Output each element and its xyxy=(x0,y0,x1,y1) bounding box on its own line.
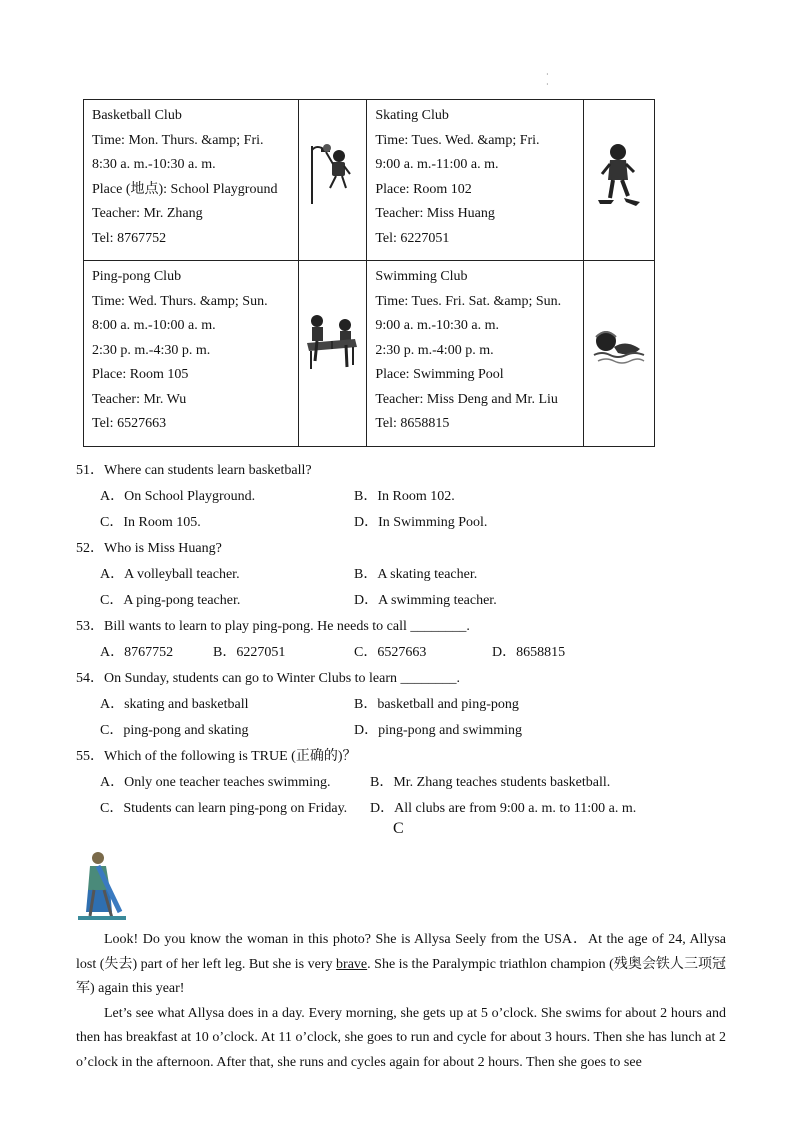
club-time: Time: Tues. Fri. Sat. &amp; Sun. xyxy=(375,293,562,309)
club-hours: 8:00 a. m.-10:00 a. m. xyxy=(92,318,216,333)
club-info-swimming xyxy=(367,261,584,447)
club-hours: 2:30 p. m.-4:30 p. m. xyxy=(92,342,211,358)
option: A．skating and basketball xyxy=(100,697,249,712)
mark-dot: · xyxy=(546,80,549,89)
club-place: Place: Swimming Pool xyxy=(375,367,504,382)
question-list xyxy=(76,458,736,822)
page-marks xyxy=(546,70,549,90)
athlete-photo-icon xyxy=(76,850,128,922)
question-stem: 52．Who is Miss Huang? xyxy=(76,541,222,556)
club-hours: 8:30 a. m.-10:30 a. m. xyxy=(92,157,216,172)
club-teacher: Teacher: Miss Deng and Mr. Liu xyxy=(375,391,558,407)
question xyxy=(76,744,736,822)
club-info-basketball xyxy=(84,100,299,261)
skater-icon xyxy=(584,100,650,255)
club-name: Ping-pong Club xyxy=(92,269,182,284)
option: A．A volleyball teacher. xyxy=(100,567,240,582)
club-picture-cell xyxy=(584,261,655,447)
clubs-table xyxy=(83,99,655,447)
club-picture-cell xyxy=(298,261,367,447)
question-stem: 51．Where can students learn basketball? xyxy=(76,463,312,478)
club-tel: Tel: 8767752 xyxy=(92,230,167,246)
club-time: Time: Tues. Wed. &amp; Fri. xyxy=(375,132,540,148)
option: A．8767752 xyxy=(100,645,174,660)
club-tel: Tel: 8658815 xyxy=(375,416,450,431)
club-place: Place: Room 102 xyxy=(375,181,472,197)
option: D．In Swimming Pool. xyxy=(354,515,488,530)
underlined-word: brave xyxy=(336,956,368,972)
club-hours: 9:00 a. m.-11:00 a. m. xyxy=(375,157,499,172)
club-info-ping-pong xyxy=(84,261,299,447)
club-place: Place: Room 105 xyxy=(92,367,189,382)
option: B．In Room 102. xyxy=(354,489,455,504)
club-hours: 2:30 p. m.-4:00 p. m. xyxy=(375,342,494,358)
question xyxy=(76,458,736,536)
option: D．All clubs are from 9:00 a. m. to 11:00 a. m. xyxy=(370,801,637,816)
club-teacher: Teacher: Mr. Zhang xyxy=(92,206,203,221)
club-name: Basketball Club xyxy=(92,108,182,123)
option: A．Only one teacher teaches swimming. xyxy=(100,775,331,790)
club-tel: Tel: 6527663 xyxy=(92,416,167,431)
reading-passage xyxy=(76,928,726,1075)
option: C．ping-pong and skating xyxy=(100,723,249,738)
paragraph xyxy=(76,928,726,1002)
ping-pong-players-icon xyxy=(299,261,363,441)
club-name: Swimming Club xyxy=(375,269,468,284)
option: D．ping-pong and swimming xyxy=(354,723,522,738)
option: C．6527663 xyxy=(354,645,427,660)
option: A．On School Playground. xyxy=(100,489,256,504)
option: B．A skating teacher. xyxy=(354,567,478,582)
option: C．In Room 105. xyxy=(100,515,201,530)
question xyxy=(76,666,736,744)
question-stem: 53．Bill wants to learn to play ping-pong. He needs to call ________. xyxy=(76,619,470,634)
mark-dot: · xyxy=(546,70,549,79)
club-picture-cell xyxy=(298,100,367,261)
option: B．6227051 xyxy=(213,645,286,660)
club-name: Skating Club xyxy=(375,108,449,123)
option: B．Mr. Zhang teaches students basketball. xyxy=(370,775,611,790)
question-stem: 54．On Sunday, students can go to Winter Clubs to learn ________. xyxy=(76,671,461,686)
table-row xyxy=(84,261,655,447)
paragraph-text: . She is the Paralympic triathlon champion (残奥会铁人三项冠军) again this year! xyxy=(76,956,726,996)
club-picture-cell xyxy=(584,100,655,261)
club-teacher: Teacher: Mr. Wu xyxy=(92,391,187,407)
option: D．8658815 xyxy=(492,645,566,660)
question-stem: 55．Which of the following is TRUE (正确的)？ xyxy=(76,749,357,764)
club-teacher: Teacher: Miss Huang xyxy=(375,206,495,221)
swimmer-icon xyxy=(584,261,650,441)
club-tel: Tel: 6227051 xyxy=(375,230,450,246)
option: C．A ping-pong teacher. xyxy=(100,593,241,608)
basketball-player-icon xyxy=(299,100,363,255)
table-row xyxy=(84,100,655,261)
question xyxy=(76,614,736,666)
option: B．basketball and ping-pong xyxy=(354,697,519,712)
club-info-skating xyxy=(367,100,584,261)
club-hours: 9:00 a. m.-10:30 a. m. xyxy=(375,318,500,333)
question xyxy=(76,536,736,614)
option: C．Students can learn ping-pong on Friday. xyxy=(100,801,348,816)
club-time: Time: Mon. Thurs. &amp; Fri. xyxy=(92,132,264,148)
section-label: C xyxy=(393,820,404,837)
option: D．A swimming teacher. xyxy=(354,593,497,608)
paragraph-text: Look! Do you know the woman in this photo? She is Allysa Seely from the USA．At the age of 24, Allysa lost (失去) part of her left leg. But she is very xyxy=(76,932,726,972)
paragraph: Let’s see what Allysa does in a day. Every morning, she gets up at 5 o’clock. She swims for about 2 hours and then has breakfast at 10 o’clock. At 11 o’clock, she goes to run and cycle for about 3 hours. Then she has lunch at 2 o’clock in the afternoon. After that, she runs and cycles again for about 2 hours. Then she goes to see xyxy=(76,1005,726,1070)
club-time: Time: Wed. Thurs. &amp; Sun. xyxy=(92,293,268,309)
club-place: Place (地点): School Playground xyxy=(92,181,278,197)
